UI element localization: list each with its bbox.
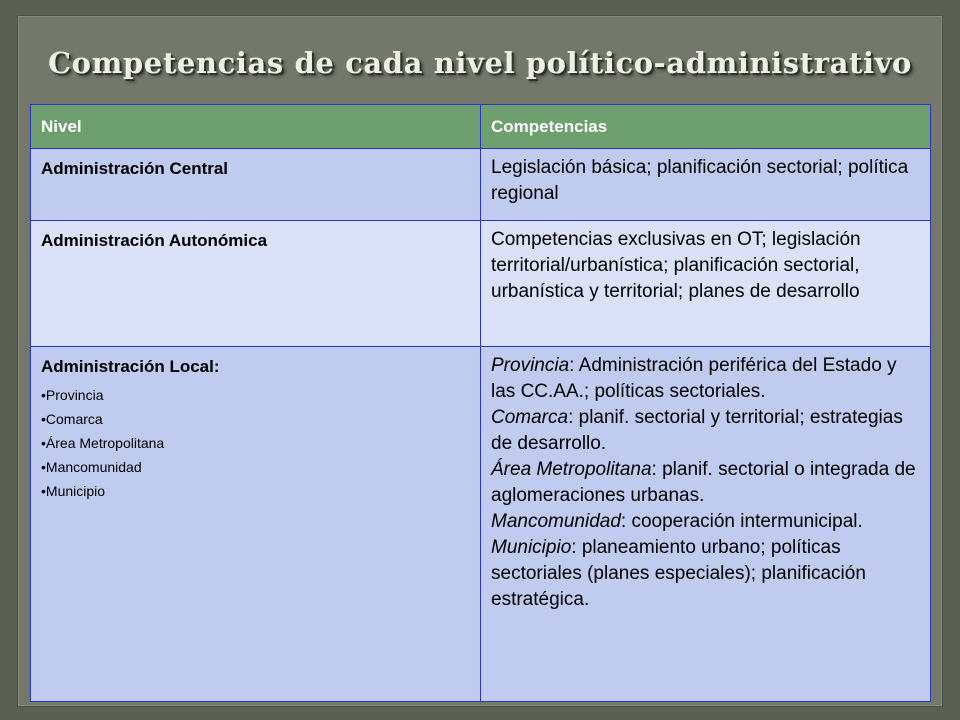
- competencias-cell: [481, 347, 931, 702]
- table-header-row: [31, 105, 931, 149]
- level-cell: Administración Central: [31, 149, 481, 221]
- list-item: • Comarca: [41, 407, 470, 431]
- entry-term: Provincia: [491, 355, 570, 376]
- table-row: [31, 149, 931, 221]
- entry-text: : Administración periférica del Estado y las CC.AA.; políticas sectoriales.: [491, 355, 897, 402]
- header-nivel: Nivel: [31, 105, 481, 149]
- header-competencias: Competencias: [481, 105, 931, 149]
- competencias-cell: Competencias exclusivas en OT; legislación territorial/urbanística; planificación sectorial, urbanística y territorial; planes de desarrollo: [481, 221, 931, 347]
- entry-text: : cooperación intermunicipal.: [620, 511, 863, 532]
- entry-mancomunidad: [491, 509, 920, 535]
- table-row: [31, 347, 931, 702]
- entry-term: Mancomunidad: [491, 511, 621, 532]
- list-item: • Mancomunidad: [41, 455, 470, 479]
- level-title: Administración Local:: [41, 357, 220, 376]
- competencias-table: [30, 104, 931, 702]
- level-cell: Administración Autonómica: [31, 221, 481, 347]
- list-item: • Provincia: [41, 383, 470, 407]
- entry-provincia: [491, 353, 920, 405]
- entry-area-metropolitana: [491, 457, 920, 509]
- entry-term: Área Metropolitana: [491, 459, 652, 480]
- slide-title: Competencias de cada nivel político-administrativo: [48, 46, 912, 80]
- entry-municipio: [491, 535, 920, 613]
- table-row: [31, 221, 931, 347]
- entry-text: : planif. sectorial o integrada de aglomeraciones urbanas.: [491, 459, 916, 506]
- entry-text: : planif. sectorial y territorial; estrategias de desarrollo.: [491, 407, 903, 454]
- entry-term: Comarca: [491, 407, 569, 428]
- sublevel-list: [41, 383, 470, 503]
- competencias-cell: Legislación básica; planificación sectorial; política regional: [481, 149, 931, 221]
- entry-text: : planeamiento urbano; políticas sectoriales (planes especiales); planificación estratégica.: [491, 537, 866, 610]
- entry-term: Municipio: [491, 537, 572, 558]
- entry-comarca: [491, 405, 920, 457]
- list-item: • Área Metropolitana: [41, 431, 470, 455]
- list-item: • Municipio: [41, 479, 470, 503]
- level-cell: [31, 347, 481, 702]
